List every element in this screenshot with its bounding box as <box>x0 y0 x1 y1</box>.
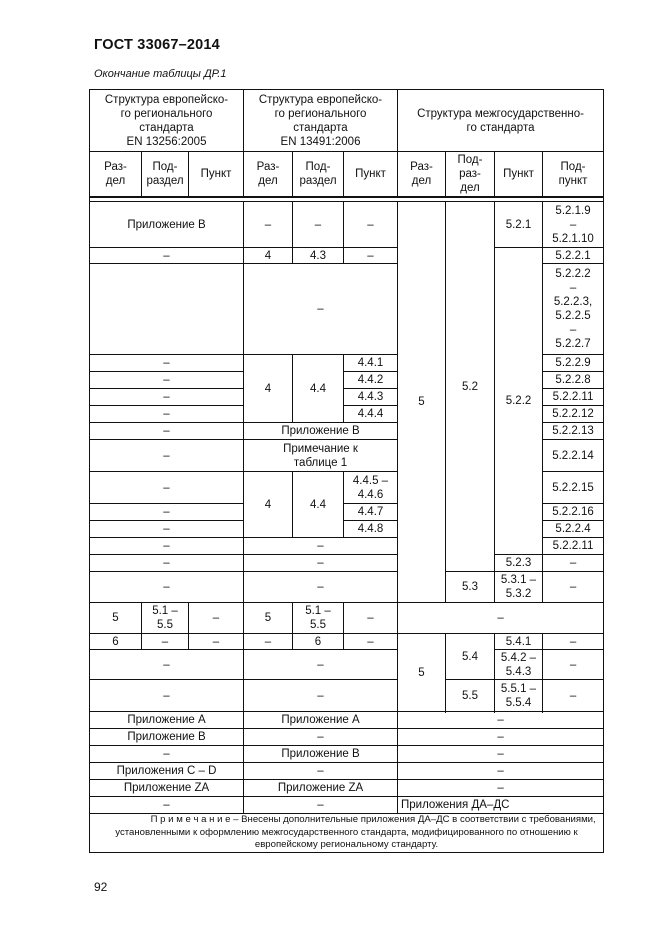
table-cell: 5.2.2.2 – 5.2.2.3, 5.2.2.5 – 5.2.2.7 <box>543 264 604 355</box>
table-cell: – <box>543 650 604 680</box>
table-cell: – <box>244 729 398 746</box>
table-cell: 4.4.2 <box>344 372 398 389</box>
table-cell: – <box>244 555 398 572</box>
table-cell: 5.5.1 – 5.5.4 <box>495 680 543 712</box>
note-label: П р и м е ч а н и е <box>150 814 231 825</box>
table-cell: – <box>90 555 244 572</box>
col-punkt-c: Пункт <box>495 152 543 198</box>
table-cell: 4.4 <box>293 355 344 423</box>
table-cell: – <box>90 538 244 555</box>
table-cell: 5.5 <box>446 680 495 712</box>
table-cell: – <box>344 248 398 264</box>
table-cell: 5.2.2 <box>495 248 543 555</box>
table-cell: 5 <box>244 603 293 634</box>
table-cell <box>90 264 244 355</box>
table-caption: Окончание таблицы ДР.1 <box>94 68 227 80</box>
table-cell: – <box>90 248 244 264</box>
table-cell: 5 <box>90 603 142 634</box>
table-cell: 5.2.2.9 <box>543 355 604 372</box>
table-cell: 5.2.1 <box>495 202 543 248</box>
table-cell: 5.2.2.16 <box>543 504 604 521</box>
table-cell: – <box>244 202 293 248</box>
table-cell: 5 <box>398 634 446 712</box>
header-en13491: Структура европейско- го регионального стандарта EN 13491:2006 <box>244 90 398 152</box>
table-cell: 4 <box>244 472 293 538</box>
table-cell: – <box>543 555 604 572</box>
note-text: – Внесены дополнительные приложения ДА–ДС в соответствии с требованиями, установленными к оформлению межгосударственного стандарта, модифицированного по отношению к европейскому региональному стандарту. <box>115 814 596 851</box>
table-cell: Примечание к таблице 1 <box>244 440 398 472</box>
table-cell: – <box>90 355 244 372</box>
table-cell: 5.1 – 5.5 <box>293 603 344 634</box>
col-podpunkt-c: Под- пункт <box>543 152 604 198</box>
table-cell: – <box>189 634 244 650</box>
table-cell: Приложение ZA <box>244 780 398 797</box>
table-cell: – <box>293 202 344 248</box>
col-podrazdel-c: Под- раз- дел <box>446 152 495 198</box>
table-cell: 5.2.2.15 <box>543 472 604 504</box>
table-cell: 5.2.2.11 <box>543 538 604 555</box>
table-cell: Приложение В <box>244 423 398 440</box>
table-cell: 5.3 <box>446 572 495 603</box>
table-cell: – <box>90 746 244 763</box>
table-cell: – <box>90 440 244 472</box>
table-note <box>90 814 604 853</box>
table-cell: – <box>244 264 398 355</box>
table-cell: – <box>244 797 398 814</box>
table-cell: – <box>344 634 398 650</box>
table-cell: Приложения ДА–ДС <box>398 797 604 814</box>
col-podrazdel-b: Под- раздел <box>293 152 344 198</box>
table-cell: – <box>189 603 244 634</box>
table-cell: 5 <box>398 202 446 603</box>
table-cell: 4.4 <box>293 472 344 538</box>
table-cell: – <box>90 650 244 680</box>
col-razdel-a: Раз- дел <box>90 152 142 198</box>
table-cell: 4 <box>244 355 293 423</box>
table-cell: – <box>244 650 398 680</box>
document-title: ГОСТ 33067–2014 <box>94 37 220 53</box>
table-cell: 4.4.7 <box>344 504 398 521</box>
table-cell: – <box>398 712 604 729</box>
col-razdel-b: Раз- дел <box>244 152 293 198</box>
table-cell: – <box>398 780 604 797</box>
table-cell: – <box>344 202 398 248</box>
table-cell: Приложения С – D <box>90 763 244 780</box>
col-punkt-b: Пункт <box>344 152 398 198</box>
table-cell: – <box>142 634 189 650</box>
table-cell: – <box>398 763 604 780</box>
table-cell: 5.2.3 <box>495 555 543 572</box>
table-cell: 4 <box>244 248 293 264</box>
table-cell: 5.2.2.1 <box>543 248 604 264</box>
table-cell: – <box>90 472 244 504</box>
table-cell: 5.2.2.14 <box>543 440 604 472</box>
table-cell: – <box>90 372 244 389</box>
table-cell: 5.2.2.13 <box>543 423 604 440</box>
table-cell: 6 <box>90 634 142 650</box>
table-cell: – <box>398 746 604 763</box>
table-cell: 5.2.2.12 <box>543 406 604 423</box>
table-cell: – <box>244 634 293 650</box>
table-cell: Приложение В <box>90 202 244 248</box>
table-cell: 5.2.2.8 <box>543 372 604 389</box>
table-cell: 5.2.2.4 <box>543 521 604 538</box>
table-cell: – <box>244 538 398 555</box>
table-cell: 5.2.1.9 – 5.2.1.10 <box>543 202 604 248</box>
table-cell: Приложение ZA <box>90 780 244 797</box>
table-cell: 4.4.4 <box>344 406 398 423</box>
table-cell: – <box>244 572 398 603</box>
table-cell: – <box>90 797 244 814</box>
table-cell: Приложение А <box>244 712 398 729</box>
table-cell: 5.4.2 – 5.4.3 <box>495 650 543 680</box>
correspondence-table <box>89 89 604 853</box>
table-cell: 5.2 <box>446 202 495 572</box>
table-cell: 5.3.1 – 5.3.2 <box>495 572 543 603</box>
table-cell: – <box>244 680 398 712</box>
table-cell: 4.4.3 <box>344 389 398 406</box>
table-cell: – <box>90 572 244 603</box>
table-cell: – <box>90 389 244 406</box>
table-cell: – <box>90 423 244 440</box>
table-cell: 4.3 <box>293 248 344 264</box>
header-en13256: Структура европейско- го регионального стандарта EN 13256:2005 <box>90 90 244 152</box>
header-interstate: Структура межгосударственно- го стандарта <box>398 90 604 152</box>
col-razdel-c: Раз- дел <box>398 152 446 198</box>
table-cell: 5.1 – 5.5 <box>142 603 189 634</box>
table-cell: 4.4.5 – 4.4.6 <box>344 472 398 504</box>
table-cell: – <box>90 504 244 521</box>
table-cell: 4.4.8 <box>344 521 398 538</box>
table-cell: Приложение А <box>90 712 244 729</box>
table-cell: – <box>90 521 244 538</box>
table-cell: 5.4.1 <box>495 634 543 650</box>
table-cell: – <box>244 763 398 780</box>
table-cell: – <box>543 572 604 603</box>
table-cell: 6 <box>293 634 344 650</box>
col-punkt-a: Пункт <box>189 152 244 198</box>
table-cell: – <box>344 603 398 634</box>
table-cell: – <box>543 680 604 712</box>
table-cell: – <box>90 680 244 712</box>
col-podrazdel-a: Под- раздел <box>142 152 189 198</box>
table-cell: Приложение В <box>244 746 398 763</box>
table-cell: – <box>543 634 604 650</box>
table-cell: – <box>398 603 604 634</box>
table-cell: Приложение В <box>90 729 244 746</box>
table-cell: – <box>90 406 244 423</box>
table-cell: 5.4 <box>446 634 495 680</box>
table-cell: 5.2.2.11 <box>543 389 604 406</box>
page-number: 92 <box>94 880 108 894</box>
table-cell: – <box>398 729 604 746</box>
table-cell: 4.4.1 <box>344 355 398 372</box>
